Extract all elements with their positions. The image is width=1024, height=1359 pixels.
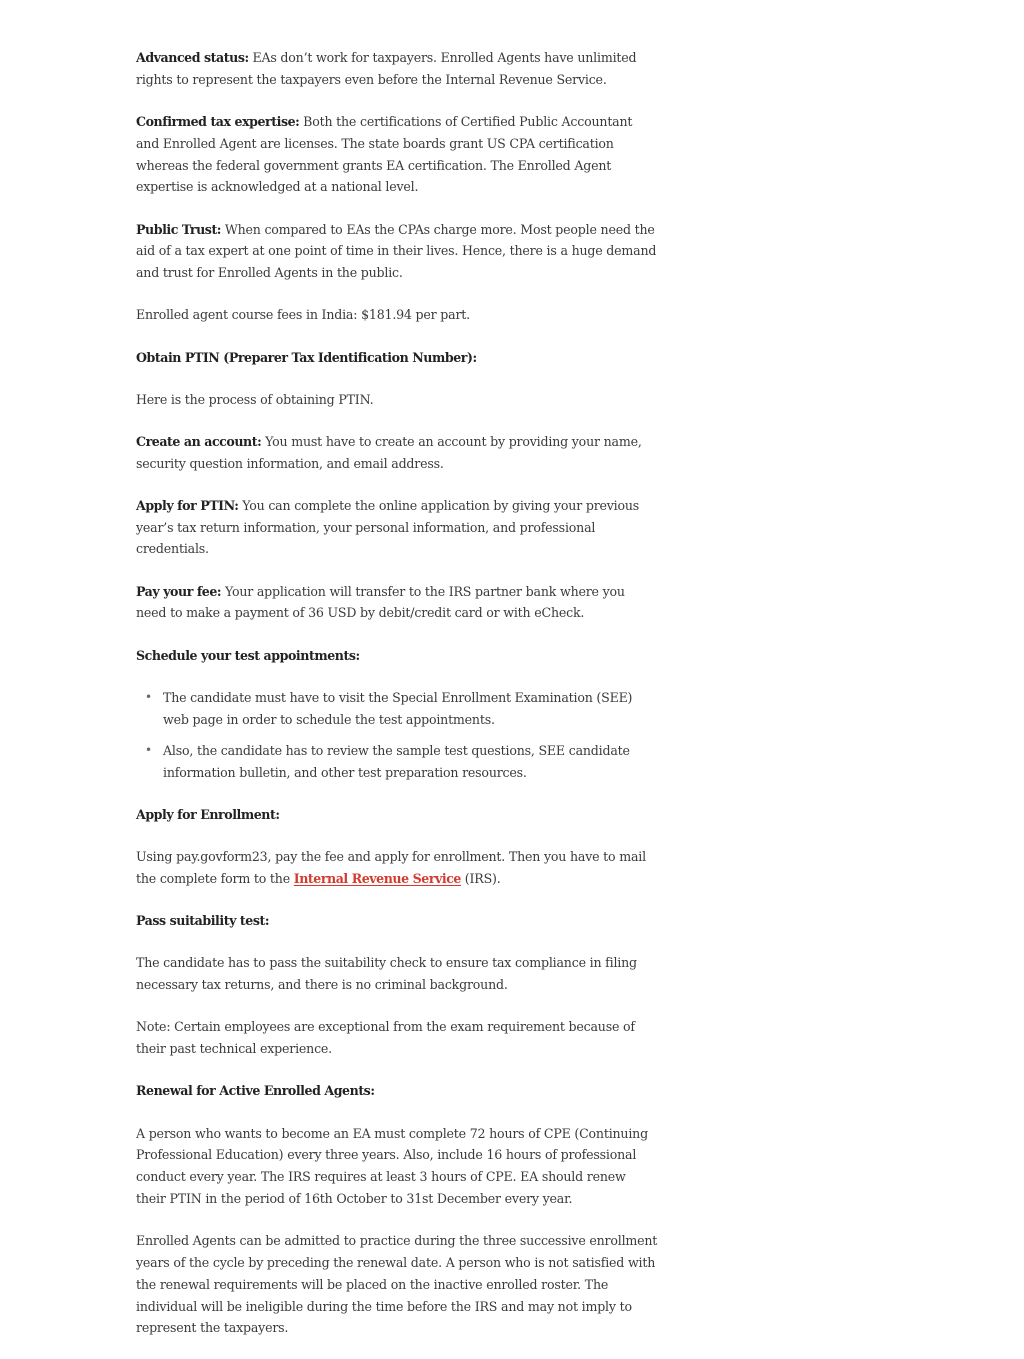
paragraph-confirmed-expertise	[136, 111, 658, 198]
paragraph-note: Note: Certain employees are exceptional from the exam requirement because of their past technical experience.	[136, 1019, 635, 1057]
label-confirmed-expertise: Confirmed tax expertise:	[136, 113, 300, 129]
paragraph-course-fees: Enrolled agent course fees in India: $181.94 per part.	[136, 307, 470, 323]
label-pay-fee: Pay your fee:	[136, 583, 222, 599]
text-apply-ptin: You can complete the online application by giving your previous year’s tax return information, your personal information, and professional credentials.	[136, 497, 640, 557]
heading-schedule	[136, 645, 658, 667]
text-pay-fee: Your application will transfer to the IRS partner bank where you need to make a payment of 36 USD by debit/credit card or with eCheck.	[136, 583, 625, 621]
heading-obtain-ptin-text: Obtain PTIN (Preparer Tax Identification Number):	[136, 349, 477, 365]
irs-link[interactable]: Internal Revenue Service	[293, 871, 461, 886]
heading-suitability-text: Pass suitability test:	[136, 913, 270, 929]
heading-suitability	[136, 910, 658, 932]
text-confirmed-expertise: Both the certifications of Certified Public Accountant and Enrolled Agent are licenses. The state boards grant US CPA certification whereas the federal government grants EA certification. The Enrolled Agent expertise is acknowledged at a national level.	[136, 113, 633, 195]
bullet-icon: •	[145, 689, 152, 704]
paragraph-ptin-intro: Here is the process of obtaining PTIN.	[136, 391, 374, 407]
paragraph-pay-fee	[136, 581, 658, 625]
label-apply-ptin: Apply for PTIN:	[136, 497, 239, 513]
text-apply-enrollment-before: Using pay.govform23, pay the fee and apply for enrollment. Then you have to mail the complete form to the	[136, 849, 646, 886]
text-public-trust: When compared to EAs the CPAs charge more. Most people need the aid of a tax expert at one point of time in their lives. Hence, there is a huge demand and trust for Enrolled Agents in the public.	[136, 221, 657, 281]
heading-renewal	[136, 1080, 658, 1102]
paragraph-renewal: A person who wants to become an EA must complete 72 hours of CPE (Continuing Professional Education) every three years. Also, include 16 hours of professional conduct every year. The IRS requires at least 3 hours of CPE. EA should renew their PTIN in the period of 16th October to 31st December every year.	[136, 1125, 648, 1206]
text-advanced-status: EAs don’t work for taxpayers. Enrolled Agents have unlimited rights to represent the taxpayers even before the Internal Revenue Service.	[136, 50, 637, 87]
list-item	[145, 687, 658, 731]
list-item-text: Also, the candidate has to review the sample test questions, SEE candidate information bulletin, and other test preparation resources.	[163, 743, 630, 780]
paragraph-apply-ptin	[136, 495, 658, 560]
paragraph-create-account	[136, 431, 658, 475]
text-apply-enrollment-after: (IRS).	[461, 871, 501, 886]
label-advanced-status: Advanced status:	[136, 50, 249, 65]
article-body	[136, 47, 658, 1359]
heading-apply-enrollment	[136, 804, 658, 826]
list-item	[145, 740, 658, 784]
bullet-icon: •	[145, 743, 152, 758]
text-create-account: You must have to create an account by providing your name, security question information, and email address.	[136, 433, 642, 471]
list-item-text: The candidate must have to visit the Special Enrollment Examination (SEE) web page in order to schedule the test appointments.	[163, 689, 633, 727]
schedule-list	[136, 687, 658, 784]
heading-schedule-text: Schedule your test appointments:	[136, 647, 360, 663]
heading-apply-enrollment-text: Apply for Enrollment:	[136, 807, 280, 823]
paragraph-public-trust	[136, 219, 658, 284]
paragraph-apply-enrollment	[136, 846, 658, 890]
paragraph-suitability: The candidate has to pass the suitability check to ensure tax compliance in filing necessary tax returns, and there is no criminal background.	[136, 955, 637, 993]
heading-renewal-text: Renewal for Active Enrolled Agents:	[136, 1083, 375, 1099]
label-create-account: Create an account:	[136, 433, 262, 449]
paragraph-admitted: Enrolled Agents can be admitted to practice during the three successive enrollment years of the cycle by preceding the renewal date. A person who is not satisfied with the renewal requirements will be placed on the inactive enrolled roster. The individual will be ineligible during the time before the IRS and may not imply to represent the taxpayers.	[136, 1233, 658, 1336]
label-public-trust: Public Trust:	[136, 221, 222, 237]
heading-obtain-ptin	[136, 347, 658, 369]
paragraph-advanced-status	[136, 47, 658, 91]
